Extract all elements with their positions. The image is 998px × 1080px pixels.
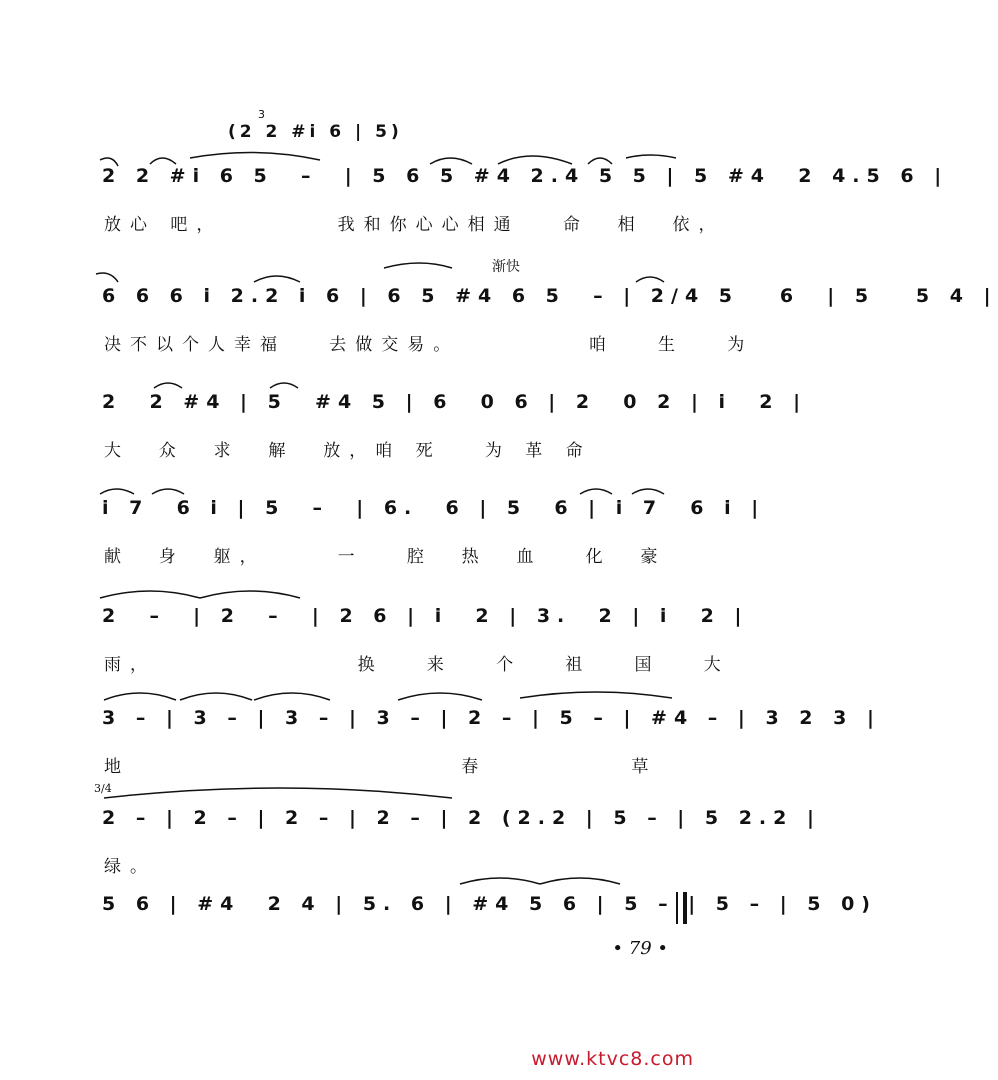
lyrics-line: 地 春 草 — [104, 757, 658, 777]
final-barline — [676, 892, 687, 924]
variant-notation: (2 2 #i 6 | 5) — [228, 122, 403, 142]
staff-system-7 — [0, 782, 821, 880]
notation-line: i 7 6 i | 5 – | 6. 6 | 5 6 | i 7 6 i | — [102, 497, 766, 519]
staff-system-8 — [0, 886, 877, 966]
time-signature-mark: 3/4 — [94, 782, 112, 795]
lyrics-line: 决不以个人幸福 去做交易。 咱 生 为 — [104, 335, 754, 355]
staff-system-2 — [0, 259, 998, 358]
staff-system-4 — [0, 490, 766, 570]
staff-system-1 — [0, 158, 949, 238]
notation-line: 2 – | 2 – | 2 6 | i 2 | 3. 2 | i 2 | — [102, 605, 749, 627]
triplet-mark: 3 — [258, 108, 265, 121]
lyrics-line: 绿。 — [104, 857, 156, 877]
notation-line: 5 6 | #4 2 4 | 5. 6 | #4 5 6 | 5 – | 5 – | 5 0) — [102, 893, 877, 915]
notation-line: 3 – | 3 – | 3 – | 3 – | 2 – | 5 – | #4 – | 3 2 3 | — [102, 707, 881, 729]
lyrics-line: 献 身 躯， 一 腔 热 血 化 豪 — [104, 547, 667, 567]
notation-line: 2 2 #i 6 5 – | 5 6 5 #4 2.4 5 5 | 5 #4 2 4.5 6 | — [102, 165, 949, 187]
lyrics-line: 雨， 换 来 个 祖 国 大 — [104, 655, 730, 675]
lyrics-line: 放心 吧， 我和你心心相通 命 相 依， — [104, 215, 725, 235]
staff-system-5 — [0, 598, 749, 678]
notation-line: 2 2 #4 | 5 #4 5 | 6 0 6 | 2 0 2 | i 2 | — [102, 391, 808, 413]
notation-line: 6 6 6 i 2.2 i 6 | 6 5 #4 6 5 – | 2/4 5 6 | 5 5 4 | — [102, 285, 998, 307]
page-number: • 79 • — [612, 938, 668, 959]
staff-system-3 — [0, 384, 808, 464]
tempo-mark: 渐快 — [492, 259, 520, 275]
staff-system-6 — [0, 700, 881, 780]
watermark: www.ktvc8.com — [531, 1048, 694, 1070]
notation-line: 2 – | 2 – | 2 – | 2 – | 2 (2.2 | 5 – | 5 2.2 | — [102, 807, 821, 829]
lyrics-line: 大 众 求 解 放，咱 死 为 革 命 — [104, 441, 592, 461]
